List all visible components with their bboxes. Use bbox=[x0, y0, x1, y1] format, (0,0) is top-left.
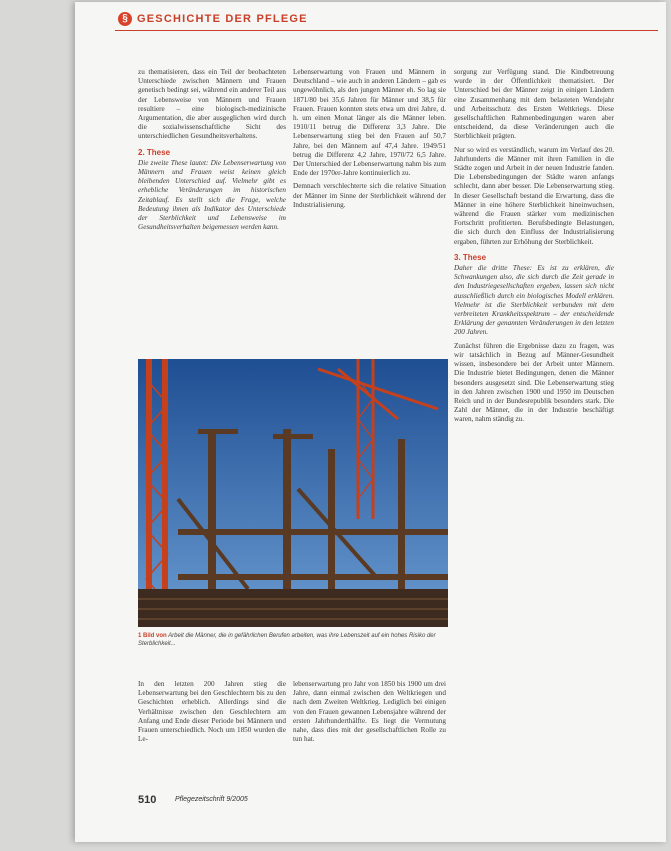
paragraph: Nur so wird es verständlich, warum im Verlauf des 20. Jahrhunderts die Männer mit ihren Familien in die Städte zogen und Arbeit in der neuen Industrie fanden. Die Lebensbedingungen der Städte waren anfangs schlecht, dann aber besser. Die Lebenserwartung stieg. In dieser Gesellschaft bestand die Erwartung, dass die Männer in eine höhere Sterblichkeit hineinwuchsen, während die Frauen stärker vom medizinischen Fortschritt profitierten. Berufsbedingte Belastungen, die sich durch den Einfluss der Industrialisierung ergaben, führten zur Erhöhung der Sterblichkeit. bbox=[454, 145, 614, 246]
section-header bbox=[75, 12, 666, 34]
paragraph: Demnach verschlechterte sich die relative Situation der Männer im Sinne der Sterblichkeit während der Industrialisierung. bbox=[293, 182, 446, 209]
section-heading: 3. These bbox=[454, 252, 487, 262]
paragraph: lebenserwartung pro Jahr von 1850 bis 1900 um drei Jahre, dann einmal zwischen den Weltkriegen und nach dem Zweiten Weltkrieg. Lediglich bei einigen von den Frauen gewannen Lebensjahre während der ersten Jahrhunderthälfte. Es liegt die Vermutung nahe, dass dies mit der gesellschaftlichen Rolle zu tun hat. bbox=[293, 680, 446, 744]
header-divider bbox=[115, 30, 658, 31]
text-column-2 bbox=[293, 68, 446, 214]
paragraph: Lebenserwartung von Frauen und Männern in Deutschland – wie auch in anderen Ländern – gab es ungewöhnlich, als den jungen Männer eh. So lag sie 1871/80 bei 35,6 Jahren für Männer und 38,5 für Frauen. Frauen konnten stets etwa um drei Jahre, d. h. um einen Monat länger als die Männer leben. 1910/11 betrug die Differenz 3,3 Jahre. Die Lebenserwartung stieg bei den Frauen auf 50,7 Jahre, bei den Männern auf 47,4 Jahre. 1949/51 betrug die Differenz 4,2 Jahre, 1970/72 6,5 Jahre. Der Unterschied der Lebenserwartung nahm bis zum Ende der 1970er-Jahre kontinuierlich zu. bbox=[293, 68, 446, 178]
photo-image bbox=[138, 359, 448, 627]
page-number: 510 bbox=[138, 794, 157, 806]
thesis-paragraph: Daher die dritte These: Es ist zu erklären, die Schwankungen also, die sich durch die Zeit gerade in den Industriegesellschaften ergeben, lassen sich nicht ausschließlich durch ein biologisches Modell erklären. Vielmehr ist die Sterblichkeit verbunden mit dem verbreiteten Krankheitsspektrum – der entscheidende Erklärung der genannten Veränderungen in den letzten 200 Jahren. bbox=[454, 264, 614, 337]
photo-caption bbox=[138, 632, 448, 648]
caption-text: Arbeit die Männer, die in gefährlichen Berufen arbeiten, was ihre Lebenszeit auf ein hohes Risiko der Sterblichkeit... bbox=[138, 633, 436, 647]
section-logo-icon: § bbox=[118, 12, 132, 26]
section-title: GESCHICHTE DER PFLEGE bbox=[137, 13, 308, 25]
text-column-3 bbox=[454, 68, 614, 429]
text-column-1-bottom bbox=[138, 680, 286, 748]
thesis-paragraph: Die zweite These lautet: Die Lebenserwartung von Männern und Frauen weist keinen gleich bleibenden Unterschied auf. Vielmehr gibt es erhebliche Veränderungen im historischen Zeitablauf. Es stellt sich die Frage, welche Bedeutung ihnen als Indikator des Unterschiede der Sterblichkeit und Lebensweise im Gesundheitsverhalten beigemessen werden kann. bbox=[138, 158, 286, 232]
paragraph: zu thematisieren, dass ein Teil der beobachteten Unterschiede zwischen Männern und Frauen genetisch bedingt sei, während ein anderer Teil aus der Lebensweise von Männern und Frauen resultiere – eine biologisch-medizinische Argumentation, die aber ausgeglichen wird durch die sozialwissenschaftliche Sicht des unterschiedlichen Gesundheitsverhaltens. bbox=[138, 68, 286, 141]
text-column-2-bottom bbox=[293, 680, 446, 748]
caption-lead: 1 Bild von bbox=[138, 633, 167, 639]
paragraph: sorgung zur Verfügung stand. Die Kindbetreuung wurde in der Öffentlichkeit thematisiert. Der Unterschied bei der Männer zeigt in einigen Ländern eine Zusammenhang mit dem belasteten Wendejahr und Arbeitsschutz des Ersten Weltkriegs. Diese gesellschaftlichen Rahmenbedingungen waren aber entscheidend, da diese Veränderungen auch die Sterblichkeit prägten. bbox=[454, 68, 614, 141]
paragraph: In den letzten 200 Jahren stieg die Lebenserwartung bei den Geschlechtern bis zu den Geschichten erheblich. Allerdings sind die Verhältnisse zwischen den Geschlechtern am Anfang und Ende dieser Periode bei Männern und Frauen unterschiedlich. Noch um 1850 wurden die Le- bbox=[138, 680, 286, 744]
magazine-page bbox=[75, 2, 666, 842]
text-column-1 bbox=[138, 68, 286, 236]
section-heading: 2. These bbox=[138, 147, 171, 157]
construction-photo bbox=[138, 359, 448, 627]
journal-name: Pflegezeitschrift 9/2005 bbox=[175, 796, 248, 803]
paragraph: Zunächst führen die Ergebnisse dazu zu fragen, was wir tatsächlich in Bezug auf Männer-Gesundheit wissen, insbesondere bei der Arbeit unter Männern. Die Industrie bietet Bedingungen, denen die Männer besonders ausgesetzt sind. Die Lebenserwartung stieg in den Jahren zwischen 1900 und 1950 im Deutschen Reich und in der Bundesrepublik besonders stark. Die Zahl der Männer, die in der Industrie beschäftigt waren, nahm ständig zu. bbox=[454, 341, 614, 424]
